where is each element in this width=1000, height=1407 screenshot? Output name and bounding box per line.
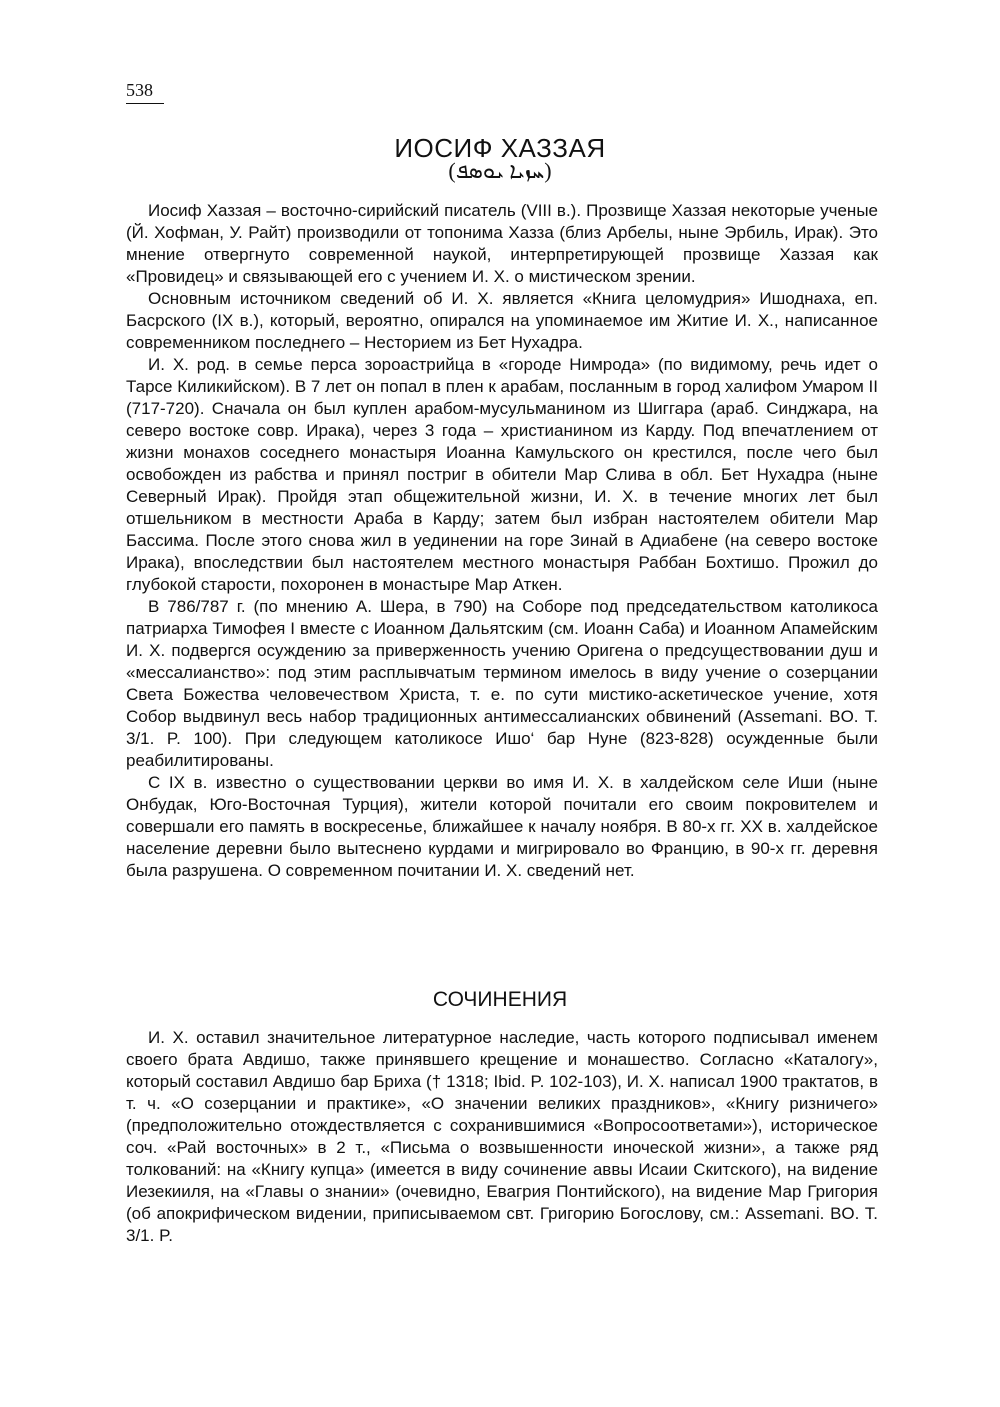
- syriac-name: (ܚܙܝܐ ܝܘܣܦ): [448, 158, 552, 183]
- paragraph-intro: Иосиф Хаззая – восточно-сирийский писатель (VIII в.). Прозвище Хаззая некоторые ученые (Й. Хофман, У. Райт) производили от топонима Хазза (близ Арбелы, ныне Эрбиль, Ирак). Это мнение отвергнуто современной наукой, интерпретирующей прозвище Хаззая как «Провидец» и связывающей его с учением И. Х. о мистическом зрении.: [126, 201, 878, 286]
- article-body: [126, 200, 878, 882]
- article-title: ИОСИФ ХАЗЗАЯ: [394, 133, 606, 163]
- paragraph-biography: И. Х. род. в семье перса зороастрийца в «городе Нимрода» (по видимому, речь идет о Тарсе Киликийском). В 7 лет он попал в плен к арабам, посланным в город халифом Умаром II (717-720). Сначала он был куплен арабом-мусульманином из Шиггара (араб. Синджара, на северо востоке совр. Ирака), через 3 года – христианином из Карду. Под впечатлением от жизни монахов соседнего монастыря Иоанна Камульского он крестился, после чего был освобожден из рабства и принял постриг в обители Мар Слива в обл. Бет Нухадра (ныне Северный Ирак). Пройдя этап общежительной жизни, И. Х. в течение многих лет был отшельником в местности Араба в Карду; затем был избран настоятелем обители Мар Бассима. После этого снова жил в уединении на горе Зинай в Адиабене (на северо востоке Ирака), впоследствии был настоятелем местного монастыря Раббан Бохтишо. Прожил до глубокой старости, похоронен в монастыре Мар Аткен.: [126, 355, 878, 594]
- paragraph-works: И. Х. оставил значительное литературное наследие, часть которого подписывал именем своего брата Авдишо, также принявшего крещение и монашество. Согласно «Каталогу», который составил Авдишо бар Бриха († 1318; Ibid. P. 102-103), И. Х. написал 1900 трактатов, в т. ч. «О созерцании и практике», «О значении великих праздников», «Книгу ризничего» (предположительно отождествляется с сохранившимися «Вопросоответами»), историческое соч. «Рай восточных» в 2 т., «Письма о возвышенности иноческой жизни», а также ряд толкований: на «Книгу купца» (имеется в виду сочинение аввы Исаии Скитского), на видение Иезекииля, на «Главы о знании» (очевидно, Евагрия Понтийского), на видение Мар Григория (об апокрифическом видении, приписываемом свт. Григорию Богослову, см.: Assemani. BO. T. 3/1. P.: [126, 1028, 878, 1245]
- page-number: 538: [126, 80, 164, 104]
- paragraph-council: В 786/787 г. (по мнению А. Шера, в 790) на Соборе под председательством католикоса патриарха Тимофея I вместе с Иоанном Дальятским (см. Иоанн Саба) и Иоанном Апамейским И. Х. подвергся осуждению за приверженность учению Оригена о предсуществовании душ и «мессалианство»: под этим расплывчатым термином имелось в виду учение о созерцании Света Божества человечеством Христа, т. е. по сути мистико-аскетическое учение, хотя Собор выдвинул весь набор традиционных антимессалианских обвинений (Assemani. BO. T. 3/1. P. 100). При следующем католикосе Ишо‘ бар Нуне (823-828) осужденные были реабилитированы.: [126, 597, 878, 770]
- section-heading-works: СОЧИНЕНИЯ: [432, 988, 568, 1011]
- paragraph-sources: Основным источником сведений об И. Х. является «Книга целомудрия» Ишоднаха, еп. Басрского (IX в.), который, вероятно, опирался на упоминаемое им Житие И. Х., написанное современником последнего – Несторием из Бет Нухадра.: [126, 289, 878, 352]
- paragraph-veneration: С IX в. известно о существовании церкви во имя И. Х. в халдейском селе Иши (ныне Онбудак, Юго-Восточная Турция), жители которой почитали его своим покровителем и совершали его память в воскресенье, ближайшее к началу ноября. В 80-х гг. XX в. халдейское население деревни было вытеснено курдами и мигрировало во Францию, в 90-х гг. деревня была разрушена. О современном почитании И. Х. сведений нет.: [126, 773, 878, 880]
- works-body: [126, 1027, 878, 1247]
